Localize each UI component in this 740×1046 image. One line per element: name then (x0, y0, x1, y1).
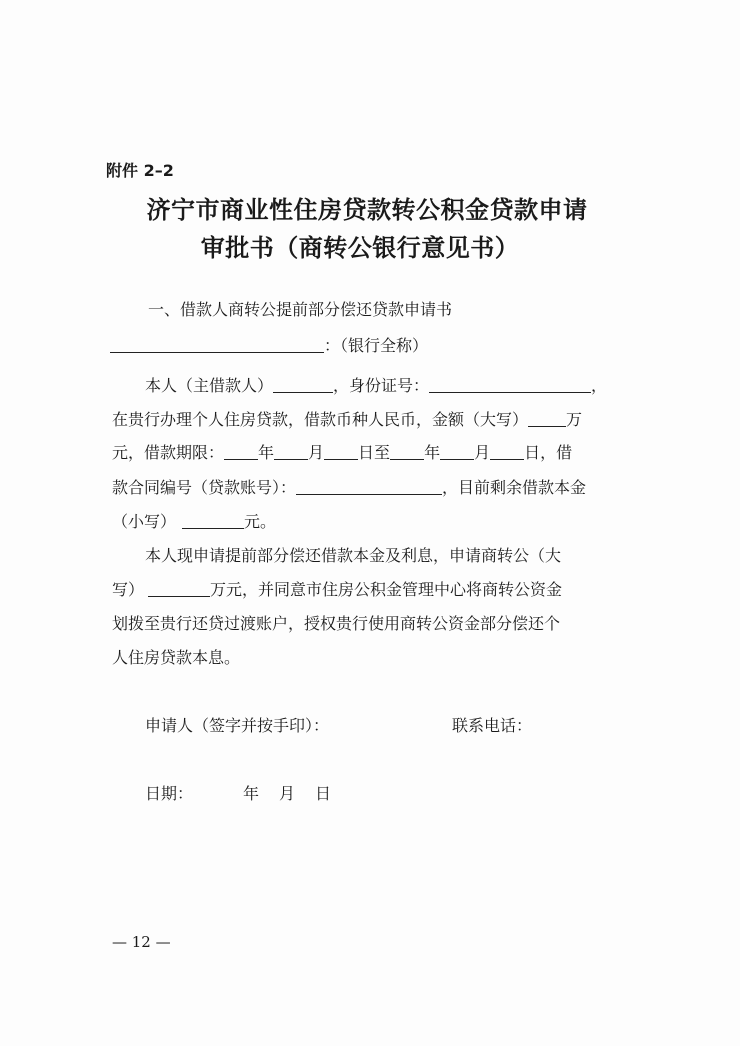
remaining-principal-blank[interactable] (182, 512, 244, 529)
document-title-line-2: 审批书（商转公银行意见书） (200, 234, 520, 262)
start-day-blank[interactable] (324, 443, 358, 460)
start-year-blank[interactable] (224, 443, 258, 460)
bank-name-label: ：（银行全称） (324, 336, 429, 355)
bank-name-line (110, 336, 428, 356)
request-line-4: 人住房贷款本息。 (112, 648, 241, 667)
date-line (145, 784, 331, 804)
request-line-2 (112, 580, 562, 600)
loan-term-label: 元，借款期限： (112, 443, 225, 462)
year-text: 年 (258, 443, 275, 462)
request-line-1: 本人现申请提前部分偿还借款本金及利息，申请商转公（大 (145, 546, 562, 565)
attachment-label: 附件 2–2 (106, 161, 174, 180)
loan-amount-label: 在贵行办理个人住房贷款，借款币种人民币，金额（大写） (112, 410, 529, 429)
page-number: — 12 — (112, 933, 171, 951)
unit-yuan-text: 元。 (244, 512, 277, 531)
loan-amount-blank[interactable] (528, 410, 566, 427)
date-month-text: 月 (279, 784, 296, 803)
borrower-label: 本人（主借款人） (145, 376, 274, 395)
applicant-signature-label: 申请人（签字并按手印）： (145, 716, 330, 735)
lowercase-label: （小写） (112, 512, 177, 531)
month-text: 月 (308, 443, 325, 462)
transfer-amount-blank[interactable] (148, 580, 210, 597)
day-to-text: 日至 (358, 443, 391, 462)
contract-number-line (112, 478, 586, 498)
remaining-principal-label: ，目前剩余借款本金 (442, 478, 587, 497)
day-end-text: 日，借 (524, 443, 573, 462)
id-number-blank[interactable] (429, 376, 591, 393)
document-title-line-1: 济宁市商业性住房贷款转公积金贷款申请 (146, 196, 588, 224)
id-number-label: ，身份证号： (333, 376, 430, 395)
month-text: 月 (474, 443, 491, 462)
uppercase-label: 写） (112, 580, 145, 599)
bank-name-blank[interactable] (110, 336, 324, 353)
contact-phone-label: 联系电话： (452, 716, 533, 735)
start-month-blank[interactable] (274, 443, 308, 460)
contract-number-blank[interactable] (296, 478, 442, 495)
end-month-blank[interactable] (440, 443, 474, 460)
year-text: 年 (424, 443, 441, 462)
comma-text: ， (591, 376, 608, 395)
date-day-text: 日 (315, 784, 332, 803)
request-line-2-text: 万元，并同意市住房公积金管理中心将商转公资金 (210, 580, 563, 599)
loan-term-line (112, 443, 572, 463)
remaining-principal-line (112, 512, 276, 532)
contract-number-label: 款合同编号（贷款账号）： (112, 478, 297, 497)
loan-amount-line (112, 410, 582, 430)
date-year-text: 年 (243, 784, 260, 803)
end-year-blank[interactable] (390, 443, 424, 460)
borrower-line (145, 376, 607, 396)
request-line-3: 划拨至贵行还贷过渡账户，授权贵行使用商转公资金部分偿还个 (112, 614, 561, 633)
end-day-blank[interactable] (490, 443, 524, 460)
unit-wan-text: 万 (566, 410, 583, 429)
borrower-name-blank[interactable] (273, 376, 333, 393)
section-heading: 一、借款人商转公提前部分偿还贷款申请书 (148, 300, 453, 319)
date-label: 日期： (145, 784, 194, 803)
